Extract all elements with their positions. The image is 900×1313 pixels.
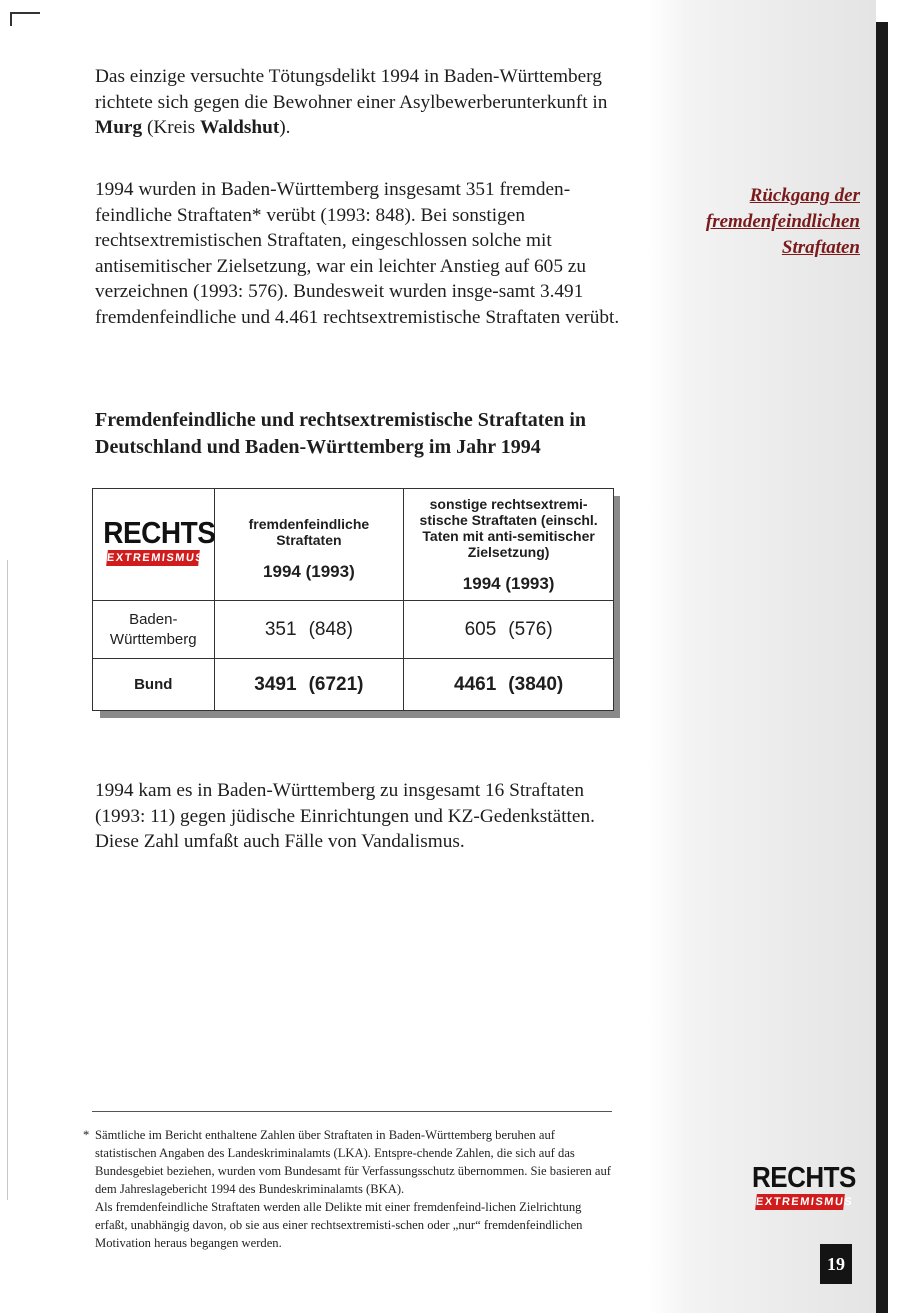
table-logo-cell [93, 489, 215, 601]
jewish-institutions-paragraph: 1994 kam es in Baden-Württemberg zu insgesamt 16 Straftaten (1993: 11) gegen jüdische Einrichtungen und KZ-Gedenkstätten. Diese Zahl umfaßt auch Fälle von Vandalismus. [95, 780, 595, 853]
scan-edge-line [7, 560, 8, 1200]
table-cell: 351 (848) [214, 601, 404, 659]
intro-paragraph: Das einzige versuchte Tötungsdelikt 1994 in Baden-Württemberg richtete sich gegen die Bewohner einer Asylbewerberunterkunft in Murg (Kreis Waldshut). [95, 66, 608, 139]
table-row [93, 601, 614, 659]
brand-logo-band: EXTREMISMUS [755, 1196, 854, 1208]
sidebar-heading: Rückgang der fremdenfeindlichen Straftaten [705, 185, 860, 258]
column-header-other-extremist-label: sonstige rechtsextremi-stische Straftaten (einschl. Taten mit anti-semitischer Zielsetzung) [419, 495, 598, 560]
table-row [93, 659, 614, 711]
column-header-xenophobic-label: fremdenfeindliche Straftaten [248, 515, 370, 548]
crop-mark [10, 12, 40, 14]
column-header-xenophobic-years: 1994 (1993) [263, 561, 355, 581]
statistics-table [92, 488, 614, 711]
table-cell: 4461 (3840) [404, 659, 614, 711]
column-header-other-extremist [404, 489, 614, 601]
table-header-row [93, 489, 614, 601]
statistics-paragraph: 1994 wurden in Baden-Württemberg insgesamt 351 fremden-feindliche Straftaten* verübt (1993: 848). Bei sonstigen rechtsextremistischen Straftaten, eingeschlossen solche mit antisemitischer Zielsetzung, war ein leichter Anstieg auf 605 zu verzeichnen (1993: 576). Bundesweit wurden insge-samt 3.491 fremdenfeindliche und 4.461 rechtsextremistische Straftaten verübt. [95, 179, 620, 328]
footnote-paragraph: Sämtliche im Bericht enthaltene Zahlen über Straftaten in Baden-Württemberg beruhen auf statistischen Angaben des Landeskriminalamts (LKA). Entspre-chende Zahlen, die sich auf das Bundesgebiet beziehen, wurden vom Bundesamt für Verfassungsschutz übernommen. Sie basieren auf dem Jahreslagebericht 1994 des Bundeskriminalamts (BKA). [95, 1128, 611, 1196]
brand-logo-word: RECHTS [752, 1160, 856, 1194]
logo-word: RECHTS [103, 515, 216, 550]
rechts-extremismus-logo [103, 512, 216, 572]
footnote [83, 1126, 617, 1252]
column-header-xenophobic [214, 489, 404, 601]
right-edge-bar [876, 22, 888, 1313]
page-number: 19 [820, 1244, 852, 1284]
footnote-paragraph: Als fremdenfeindliche Straftaten werden alle Delikte mit einer fremdenfeind-lichen Zielrichtung erfaßt, unabhängig davon, ob sie aus einer rechtsextremisti-schen oder „nur“ fremdenfeindlichen Motivation heraus begangen werden. [95, 1200, 583, 1250]
place-name: Murg [95, 117, 143, 139]
table-cell: 605 (576) [404, 601, 614, 659]
column-header-other-extremist-years: 1994 (1993) [462, 573, 555, 593]
footnote-marker: * [83, 1128, 90, 1142]
brand-logo [752, 1156, 856, 1212]
row-label: Baden-Württemberg [93, 601, 215, 659]
logo-band: EXTREMISMUS [106, 552, 206, 564]
row-label: Bund [93, 659, 215, 711]
district-name: Waldshut [199, 117, 280, 139]
crop-mark-vertical [10, 12, 12, 26]
footnote-divider [92, 1111, 612, 1112]
table-title: Fremdenfeindliche und rechtsextremistische Straftaten in Deutschland und Baden-Württemberg im Jahr 1994 [95, 409, 587, 458]
table-cell: 3491 (6721) [214, 659, 404, 711]
